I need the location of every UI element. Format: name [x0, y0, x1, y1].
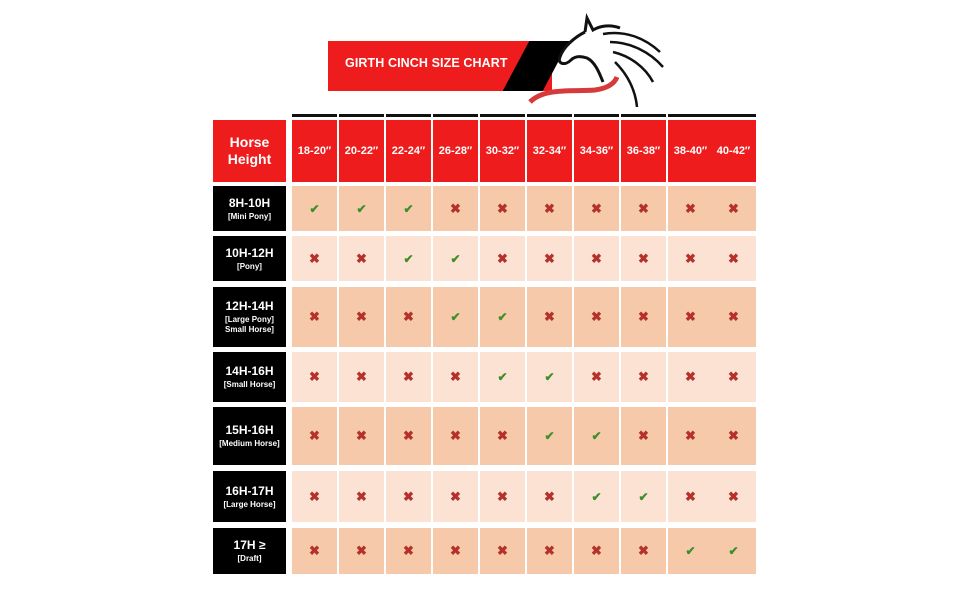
table-cell	[621, 287, 666, 347]
cross-icon: ✖	[685, 309, 696, 324]
table-cell	[480, 287, 525, 347]
table-cell	[480, 186, 525, 231]
row-label	[213, 186, 286, 231]
table-cell	[574, 186, 619, 231]
horse-type: [Medium Horse]	[219, 439, 280, 448]
cross-icon: ✖	[638, 369, 649, 384]
horse-height-label: Horse Height	[227, 134, 272, 167]
check-icon: ✔	[638, 489, 649, 504]
table-cell	[339, 528, 384, 574]
cross-icon: ✖	[544, 543, 555, 558]
cross-icon: ✖	[309, 250, 320, 266]
table-cell	[621, 352, 666, 402]
column-header: 32-34″	[527, 120, 572, 182]
table-cell	[574, 471, 619, 522]
check-icon: ✔	[450, 310, 461, 324]
cross-icon: ✖	[685, 488, 696, 504]
table-cell	[292, 186, 337, 231]
cross-icon: ✖	[591, 543, 602, 558]
cross-icon: ✖	[497, 488, 508, 504]
check-icon: ✔	[544, 370, 555, 384]
column-header: 34-36″	[574, 120, 619, 182]
horse-height: 10H-12H	[225, 245, 274, 260]
table-cell	[527, 352, 572, 402]
table-cell	[292, 352, 337, 402]
table-cell	[527, 528, 572, 574]
table-cell	[339, 186, 384, 231]
table-cell	[527, 287, 572, 347]
table-cell	[386, 287, 431, 347]
table-cell	[386, 407, 431, 465]
horse-height: 15H-16H	[225, 423, 274, 437]
table-cell	[621, 528, 666, 574]
table-cell	[480, 352, 525, 402]
column-top-bar	[339, 114, 384, 117]
check-icon: ✔	[450, 251, 461, 266]
cross-icon: ✖	[544, 488, 555, 504]
cross-icon: ✖	[403, 543, 414, 558]
column-header: 22-24″	[386, 120, 431, 182]
table-cell	[668, 528, 713, 574]
table-cell	[433, 407, 478, 465]
cross-icon: ✖	[497, 250, 508, 266]
check-icon: ✔	[685, 544, 696, 558]
table-cell	[480, 471, 525, 522]
table-cell	[711, 236, 756, 281]
cross-icon: ✖	[403, 428, 414, 443]
cross-icon: ✖	[309, 543, 320, 558]
column-top-bar	[621, 114, 666, 117]
chart-title: GIRTH CINCH SIZE CHART	[345, 56, 508, 70]
table-cell	[292, 287, 337, 347]
cross-icon: ✖	[638, 250, 649, 266]
horse-type: [Small Horse]	[223, 380, 276, 389]
cross-icon: ✖	[497, 200, 508, 216]
table-cell	[339, 236, 384, 281]
table-cell	[433, 236, 478, 281]
cross-icon: ✖	[356, 428, 367, 443]
horse-height: 8H-10H	[228, 195, 271, 210]
cross-icon: ✖	[356, 309, 367, 324]
cross-icon: ✖	[497, 543, 508, 558]
column-header: 26-28″	[433, 120, 478, 182]
table-cell	[574, 407, 619, 465]
table-cell	[621, 236, 666, 281]
table-cell	[574, 352, 619, 402]
table-cell	[292, 471, 337, 522]
check-icon: ✔	[591, 489, 602, 504]
horse-type: [Pony]	[237, 261, 262, 271]
cross-icon: ✖	[309, 488, 320, 504]
horse-height: 14H-16H	[225, 364, 274, 378]
cross-icon: ✖	[356, 488, 367, 504]
cross-icon: ✖	[685, 250, 696, 266]
horse-type: [Mini Pony]	[227, 211, 272, 221]
table-cell	[339, 471, 384, 522]
table-cell	[711, 352, 756, 402]
table-cell	[668, 471, 713, 522]
table-cell	[621, 186, 666, 231]
table-cell	[480, 236, 525, 281]
check-icon: ✔	[403, 251, 414, 266]
table-cell	[433, 352, 478, 402]
table-cell	[711, 528, 756, 574]
cross-icon: ✖	[591, 200, 602, 216]
cross-icon: ✖	[638, 428, 649, 443]
horse-height-header	[213, 120, 286, 182]
table-cell	[386, 471, 431, 522]
horse-height: 16H-17H	[225, 483, 274, 498]
cross-icon: ✖	[638, 200, 649, 216]
table-cell	[711, 471, 756, 522]
cross-icon: ✖	[544, 250, 555, 266]
row-label	[213, 236, 286, 281]
cross-icon: ✖	[591, 369, 602, 384]
table-cell	[574, 528, 619, 574]
cross-icon: ✖	[728, 428, 739, 443]
cross-icon: ✖	[685, 428, 696, 443]
table-cell	[621, 407, 666, 465]
column-header: 30-32″	[480, 120, 525, 182]
cross-icon: ✖	[356, 369, 367, 384]
cross-icon: ✖	[728, 250, 739, 266]
column-top-bar	[480, 114, 525, 117]
cross-icon: ✖	[403, 488, 414, 504]
cross-icon: ✖	[685, 200, 696, 216]
table-cell	[292, 407, 337, 465]
row-label	[213, 471, 286, 522]
table-cell	[574, 236, 619, 281]
cross-icon: ✖	[728, 200, 739, 216]
cross-icon: ✖	[450, 428, 461, 443]
table-cell	[386, 236, 431, 281]
check-icon: ✔	[356, 201, 367, 216]
cross-icon: ✖	[356, 543, 367, 558]
column-header: 38-40″	[668, 120, 713, 182]
cross-icon: ✖	[638, 543, 649, 558]
table-cell	[339, 352, 384, 402]
horse-height: 12H-14H	[225, 299, 274, 313]
cross-icon: ✖	[450, 200, 461, 216]
table-cell	[668, 186, 713, 231]
cross-icon: ✖	[728, 309, 739, 324]
cross-icon: ✖	[591, 250, 602, 266]
column-header: 18-20″	[292, 120, 337, 182]
cross-icon: ✖	[450, 369, 461, 384]
check-icon: ✔	[591, 429, 602, 443]
table-cell	[711, 287, 756, 347]
check-icon: ✔	[544, 429, 555, 443]
table-cell	[668, 352, 713, 402]
table-cell	[433, 471, 478, 522]
column-top-bar	[711, 114, 756, 117]
row-label	[213, 528, 286, 574]
horse-height: 17H ≥	[233, 538, 266, 552]
column-top-bar	[292, 114, 337, 117]
table-cell	[433, 287, 478, 347]
table-cell	[386, 352, 431, 402]
cross-icon: ✖	[728, 369, 739, 384]
table-cell	[574, 287, 619, 347]
table-cell	[527, 471, 572, 522]
table-cell	[292, 236, 337, 281]
table-cell	[711, 186, 756, 231]
cross-icon: ✖	[309, 369, 320, 384]
cross-icon: ✖	[450, 543, 461, 558]
table-cell	[433, 528, 478, 574]
column-header: 36-38″	[621, 120, 666, 182]
check-icon: ✔	[403, 201, 414, 216]
column-top-bar	[527, 114, 572, 117]
check-icon: ✔	[497, 310, 508, 324]
table-cell	[480, 407, 525, 465]
table-cell	[386, 186, 431, 231]
table-cell	[527, 186, 572, 231]
cross-icon: ✖	[638, 309, 649, 324]
row-label	[213, 407, 286, 465]
cross-icon: ✖	[403, 369, 414, 384]
table-cell	[668, 287, 713, 347]
cross-icon: ✖	[591, 309, 602, 324]
table-cell	[668, 407, 713, 465]
cross-icon: ✖	[497, 428, 508, 443]
column-top-bar	[574, 114, 619, 117]
column-top-bar	[433, 114, 478, 117]
cross-icon: ✖	[450, 488, 461, 504]
table-cell	[668, 236, 713, 281]
check-icon: ✔	[497, 370, 508, 384]
table-cell	[433, 186, 478, 231]
horse-type: [Large Pony] Small Horse]	[225, 315, 274, 334]
horse-type: [Large Horse]	[223, 499, 276, 509]
row-label	[213, 352, 286, 402]
column-top-bar	[386, 114, 431, 117]
check-icon: ✔	[309, 201, 320, 216]
table-cell	[480, 528, 525, 574]
horse-head-logo	[515, 12, 675, 112]
column-header: 40-42″	[711, 120, 756, 182]
column-header: 20-22″	[339, 120, 384, 182]
table-cell	[711, 407, 756, 465]
table-cell	[292, 528, 337, 574]
cross-icon: ✖	[685, 369, 696, 384]
cross-icon: ✖	[309, 428, 320, 443]
table-cell	[621, 471, 666, 522]
check-icon: ✔	[728, 544, 739, 558]
table-cell	[527, 407, 572, 465]
cross-icon: ✖	[403, 309, 414, 324]
table-cell	[339, 407, 384, 465]
cross-icon: ✖	[544, 309, 555, 324]
table-cell	[527, 236, 572, 281]
cross-icon: ✖	[309, 309, 320, 324]
column-top-bar	[668, 114, 713, 117]
cross-icon: ✖	[544, 200, 555, 216]
table-cell	[386, 528, 431, 574]
cross-icon: ✖	[728, 488, 739, 504]
horse-type: [Draft]	[237, 554, 262, 563]
row-label	[213, 287, 286, 347]
table-cell	[339, 287, 384, 347]
cross-icon: ✖	[356, 250, 367, 266]
